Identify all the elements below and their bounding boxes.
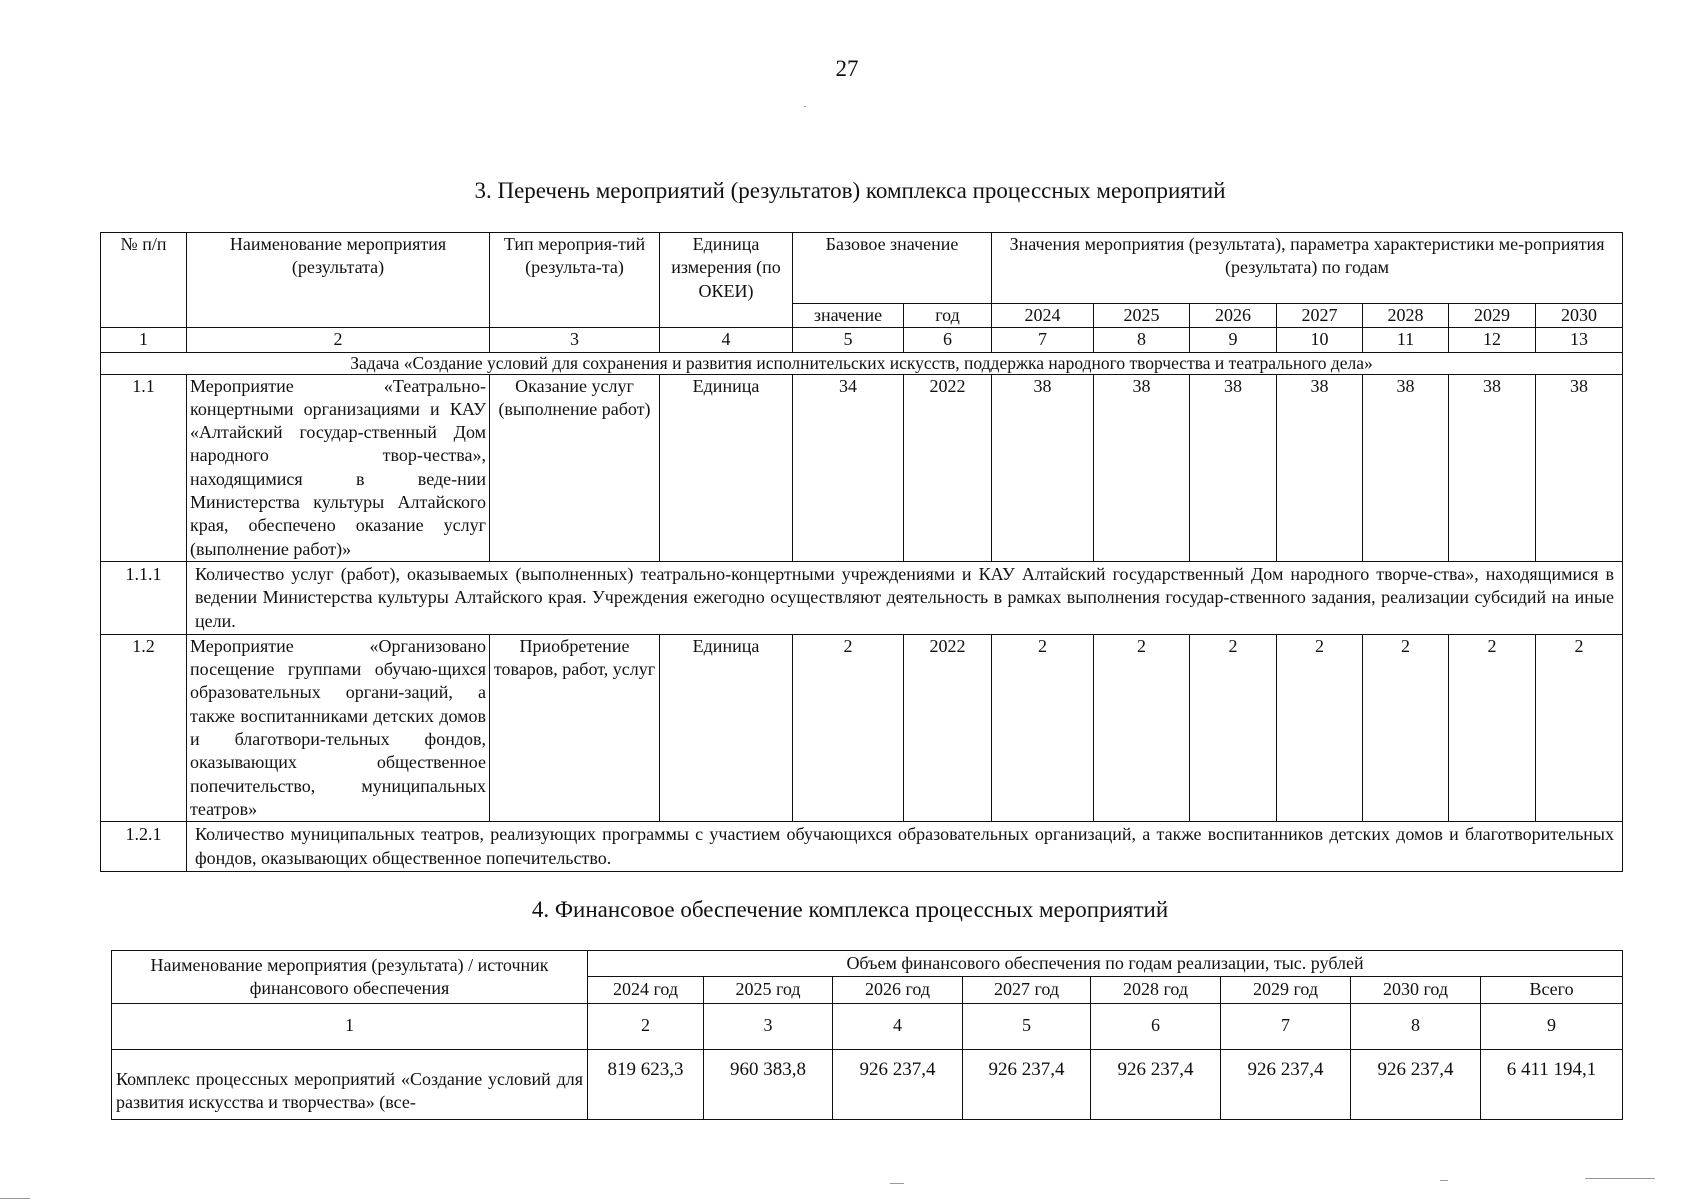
task-row	[101, 352, 1623, 374]
header-name: Наименование мероприятия (результата)	[187, 233, 490, 328]
row-num: 1.1.1	[101, 561, 187, 634]
row-value: 38	[992, 374, 1094, 561]
row-base-year: 2022	[904, 374, 992, 561]
column-number: 8	[1094, 328, 1190, 352]
funding-value: 960 383,8	[704, 1049, 833, 1119]
row-name: Мероприятие «Организовано посещение группами обучаю-щихся образовательных органи-заций, а также воспитанниками детских домов и благотвори-тельных фондов, оказывающих общественное попечительство, муниципальных театров»	[187, 634, 490, 821]
column-number: 6	[1091, 1003, 1221, 1049]
funding-value: 819 623,3	[588, 1049, 704, 1119]
column-number: 4	[833, 1003, 963, 1049]
scan-speck	[1440, 1180, 1448, 1181]
activities-table	[100, 232, 1623, 872]
row-value: 2	[1277, 634, 1363, 821]
table-row	[101, 374, 1623, 561]
funding-value: 926 237,4	[963, 1049, 1091, 1119]
header-unit: Единица измерения (по ОКЕИ)	[660, 233, 793, 328]
header-base-value: значение	[793, 304, 904, 328]
scan-speck	[1585, 1178, 1655, 1179]
task-text: Задача «Создание условий для сохранения и развития исполнительских искусств, поддержка народного творчества и театрального дела»	[101, 352, 1623, 374]
funding-header-year: 2026 год	[833, 977, 963, 1003]
funding-header-volume: Объем финансового обеспечения по годам реализации, тыс. рублей	[588, 951, 1623, 977]
funding-value: 926 237,4	[1091, 1049, 1221, 1119]
row-value: 38	[1094, 374, 1190, 561]
row-value: 2	[1094, 634, 1190, 821]
funding-header-year: 2024 год	[588, 977, 704, 1003]
column-number: 3	[490, 328, 660, 352]
funding-header-total: Всего	[1481, 977, 1623, 1003]
column-number: 4	[660, 328, 793, 352]
funding-value: 926 237,4	[1221, 1049, 1351, 1119]
header-year: 2024	[992, 304, 1094, 328]
row-base-year: 2022	[904, 634, 992, 821]
description-row	[101, 822, 1623, 872]
column-number: 1	[101, 328, 187, 352]
scan-speck	[890, 1183, 904, 1184]
column-number: 5	[963, 1003, 1091, 1049]
funding-header-name: Наименование мероприятия (результата) / источник финансового обеспечения	[112, 951, 588, 1004]
column-number: 7	[1221, 1003, 1351, 1049]
funding-header-year: 2030 год	[1351, 977, 1481, 1003]
funding-header-year: 2029 год	[1221, 977, 1351, 1003]
column-number: 2	[588, 1003, 704, 1049]
column-number: 7	[992, 328, 1094, 352]
row-value: 2	[992, 634, 1094, 821]
column-number: 10	[1277, 328, 1363, 352]
funding-header-year: 2028 год	[1091, 977, 1221, 1003]
column-number: 12	[1449, 328, 1536, 352]
row-value: 38	[1190, 374, 1277, 561]
header-year: 2028	[1363, 304, 1449, 328]
header-num: № п/п	[101, 233, 187, 328]
column-number: 13	[1536, 328, 1623, 352]
funding-column-number-row	[112, 1003, 1623, 1049]
row-value: 38	[1536, 374, 1623, 561]
row-type: Оказание услуг (выполнение работ)	[490, 374, 660, 561]
row-name: Мероприятие «Театрально-концертными организациями и КАУ «Алтайский государ-ственный Дом народного твор-чества», находящимися в веде-нии Министерства культуры Алтайского края, обеспечено оказание услуг (выполнение работ)»	[187, 374, 490, 561]
column-number: 2	[187, 328, 490, 352]
section-4-title: 4. Финансовое обеспечение комплекса процессных мероприятий	[531, 897, 1169, 922]
row-value: 38	[1277, 374, 1363, 561]
funding-value: 926 237,4	[833, 1049, 963, 1119]
header-years-group: Значения мероприятия (результата), параметра характеристики ме-роприятия (результата) по годам	[992, 233, 1623, 304]
header-year: 2029	[1449, 304, 1536, 328]
funding-value: 926 237,4	[1351, 1049, 1481, 1119]
funding-row	[112, 1049, 1623, 1119]
funding-table	[111, 950, 1623, 1120]
header-year: 2027	[1277, 304, 1363, 328]
row-value: 38	[1363, 374, 1449, 561]
column-number: 9	[1481, 1003, 1623, 1049]
row-num: 1.2	[101, 634, 187, 821]
row-base-value: 34	[793, 374, 904, 561]
section-3-title: 3. Перечень мероприятий (результатов) комплекса процессных мероприятий	[474, 178, 1226, 203]
page-number: 27	[835, 56, 859, 81]
funding-total: 6 411 194,1	[1481, 1049, 1623, 1119]
scan-speck	[0, 1198, 30, 1199]
description-text: Количество услуг (работ), оказываемых (выполненных) театрально-концертными учреждениями и КАУ Алтайский государственный Дом народного творче-ства», находящимися в ведении Министерства культуры Алтайского края. Учреждения ежегодно осуществляют деятельность в рамках выполнения государ-ственного задания, реализации субсидий на иные цели.	[187, 561, 1623, 634]
funding-header-year: 2027 год	[963, 977, 1091, 1003]
row-value: 2	[1363, 634, 1449, 821]
header-base-year: год	[904, 304, 992, 328]
row-value: 38	[1449, 374, 1536, 561]
row-num: 1.2.1	[101, 822, 187, 872]
header-type: Тип мероприя-тий (результа-та)	[490, 233, 660, 328]
header-year: 2026	[1190, 304, 1277, 328]
column-number: 5	[793, 328, 904, 352]
row-value: 2	[1190, 634, 1277, 821]
column-number: 3	[704, 1003, 833, 1049]
column-number: 8	[1351, 1003, 1481, 1049]
funding-row-name: Комплекс процессных мероприятий «Создание условий для развития искусства и творчества» (все-	[112, 1049, 588, 1119]
row-type: Приобретение товаров, работ, услуг	[490, 634, 660, 821]
column-number: 6	[904, 328, 992, 352]
scan-speck	[804, 106, 806, 107]
row-unit: Единица	[660, 374, 793, 561]
description-text: Количество муниципальных театров, реализующих программы с участием обучающихся образовательных организаций, а также воспитанников детских домов и благотворительных фондов, оказывающих общественное попечительство.	[187, 822, 1623, 872]
table-row	[101, 634, 1623, 821]
row-value: 2	[1536, 634, 1623, 821]
column-number: 1	[112, 1003, 588, 1049]
header-base: Базовое значение	[793, 233, 992, 304]
header-year: 2030	[1536, 304, 1623, 328]
funding-header-year: 2025 год	[704, 977, 833, 1003]
description-row	[101, 561, 1623, 634]
row-value: 2	[1449, 634, 1536, 821]
row-unit: Единица	[660, 634, 793, 821]
column-number-row	[101, 328, 1623, 352]
row-num: 1.1	[101, 374, 187, 561]
column-number: 11	[1363, 328, 1449, 352]
header-year: 2025	[1094, 304, 1190, 328]
row-base-value: 2	[793, 634, 904, 821]
column-number: 9	[1190, 328, 1277, 352]
